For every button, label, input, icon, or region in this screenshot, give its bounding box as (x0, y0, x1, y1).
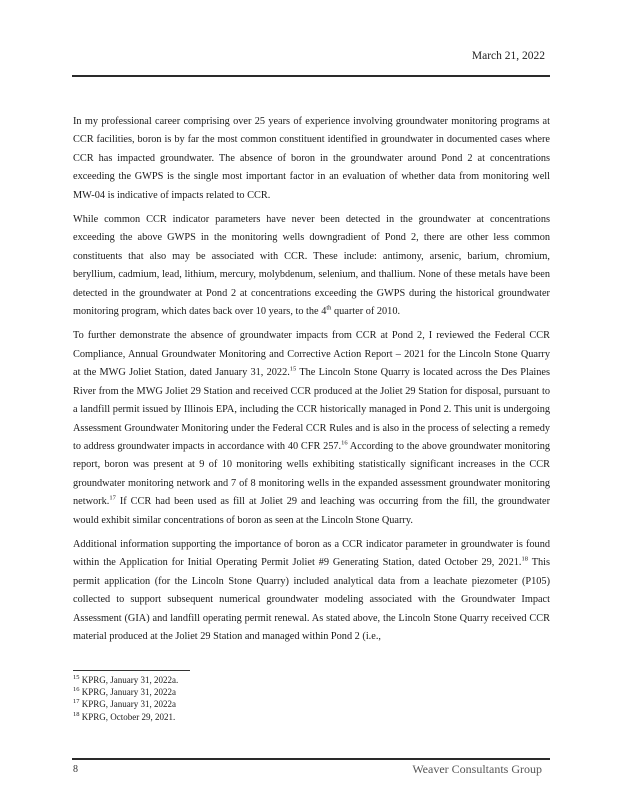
footnote-text: KPRG, January 31, 2022a (79, 687, 176, 698)
company-name: Weaver Consultants Group (412, 762, 542, 776)
paragraph-text: This permit application (for the Lincoln Stone Quarry) included analytical data from a leachate piezometer (P105) collected to support subsequent numerical groundwater modeling associated with the Groundwater Impact Assessment (GIA) and landfill operating permit renewal. As stated above, the Lincoln Stone Quarry received CCR material produced at the Joliet 29 Station and managed within Pond 2 (i.e., (73, 557, 550, 642)
paragraph (73, 536, 550, 646)
header-rule (72, 75, 550, 77)
footnote (73, 674, 178, 686)
footnote-reference: 18 (521, 555, 528, 563)
header-date: March 21, 2022 (471, 50, 545, 62)
footnote (73, 711, 178, 723)
footnote-text: KPRG, October 29, 2021. (79, 711, 176, 722)
footnote-reference: 15 (289, 365, 297, 373)
footnote-reference: 16 (341, 439, 348, 447)
footnote-reference: th (326, 304, 332, 312)
footnote-number: 15 (73, 674, 80, 681)
footnote-number: 16 (73, 686, 80, 694)
paragraph-text: The Lincoln Stone Quarry is located across the Des Plaines River from the MWG Joliet 29 Station and received CCR produced at the Joliet 29 Station for disposal, pursuant to a landfill permit issued by Illinois EPA, including the CCR historically managed in Pond 2. This unit is undergoing Assessment Groundwater Monitoring under the Federal CCR Rules and is also in the process of selecting a remedy to address groundwater impacts in accordance with 40 CFR 257. (73, 367, 550, 452)
footer-rule (72, 758, 550, 760)
paragraph (73, 327, 550, 529)
paragraph-text: According to the above groundwater monitoring report, boron was present at 9 of 10 monitoring wells exhibiting statistically significant increases in the CCR groundwater monitoring network and 7 of 8 monitoring wells in the expanded assessment groundwater monitoring network. (73, 440, 551, 508)
paragraph (73, 211, 550, 321)
footnote-separator (73, 670, 190, 671)
paragraph-text: If CCR had been used as fill at Joliet 29 and leaching was occurring from the fill, the groundwater would exhibit similar concentrations of boron as seen at the Lincoln Stone Quarry. (73, 496, 550, 526)
body-text (73, 113, 550, 652)
paragraph-text: To further demonstrate the absence of groundwater impacts from CCR at Pond 2, I reviewed the Federal CCR Compliance, Annual Groundwater Monitoring and Corrective Action Report – 2021 for the Lincoln Stone Quarry at the MWG Joliet Station, dated January 31, 2022. (73, 330, 550, 379)
footnote (73, 686, 178, 698)
paragraph-text: While common CCR indicator parameters have never been detected in the groundwater at concentrations exceeding the above GWPS in the monitoring wells downgradient of Pond 2, there are other less common constituents that also may be associated with CCR. These include: antimony, arsenic, barium, chromium, beryllium, cadmium, lead, lithium, mercury, molybdenum, selenium, and thallium. None of these metals have been detected in the groundwater at Pond 2 at concentrations exceeding the GWPS during the historical groundwater monitoring program, which dates back over 10 years, to the 4 (73, 214, 550, 318)
footnote-number: 17 (73, 698, 80, 706)
footnote-reference: 17 (109, 494, 116, 502)
footnote-text: KPRG, January 31, 2022a. (79, 675, 179, 685)
page-number: 8 (73, 764, 78, 775)
footnote-number: 18 (73, 710, 80, 718)
paragraph-text: quarter of 2010. (331, 306, 401, 318)
footnote (73, 698, 178, 710)
paragraph-text: In my professional career comprising over 25 years of experience involving groundwater monitoring programs at CCR facilities, boron is by far the most common constituent identified in groundwater in documented cases where CCR has impacted groundwater. The absence of boron in the groundwater around Pond 2 at concentrations exceeding the GWPS is the single most important factor in an evaluation of whether data from monitoring well MW-04 is indicative of impacts related to CCR. (73, 116, 550, 201)
footnote-text: KPRG, January 31, 2022a (79, 699, 176, 710)
footnotes (73, 674, 178, 723)
paragraph (73, 113, 550, 205)
paragraph-text: Additional information supporting the importance of boron as a CCR indicator parameter in groundwater is found within the Application for Initial Operating Permit Joliet #9 Generating Station, dated October 29, 2021. (73, 538, 550, 569)
